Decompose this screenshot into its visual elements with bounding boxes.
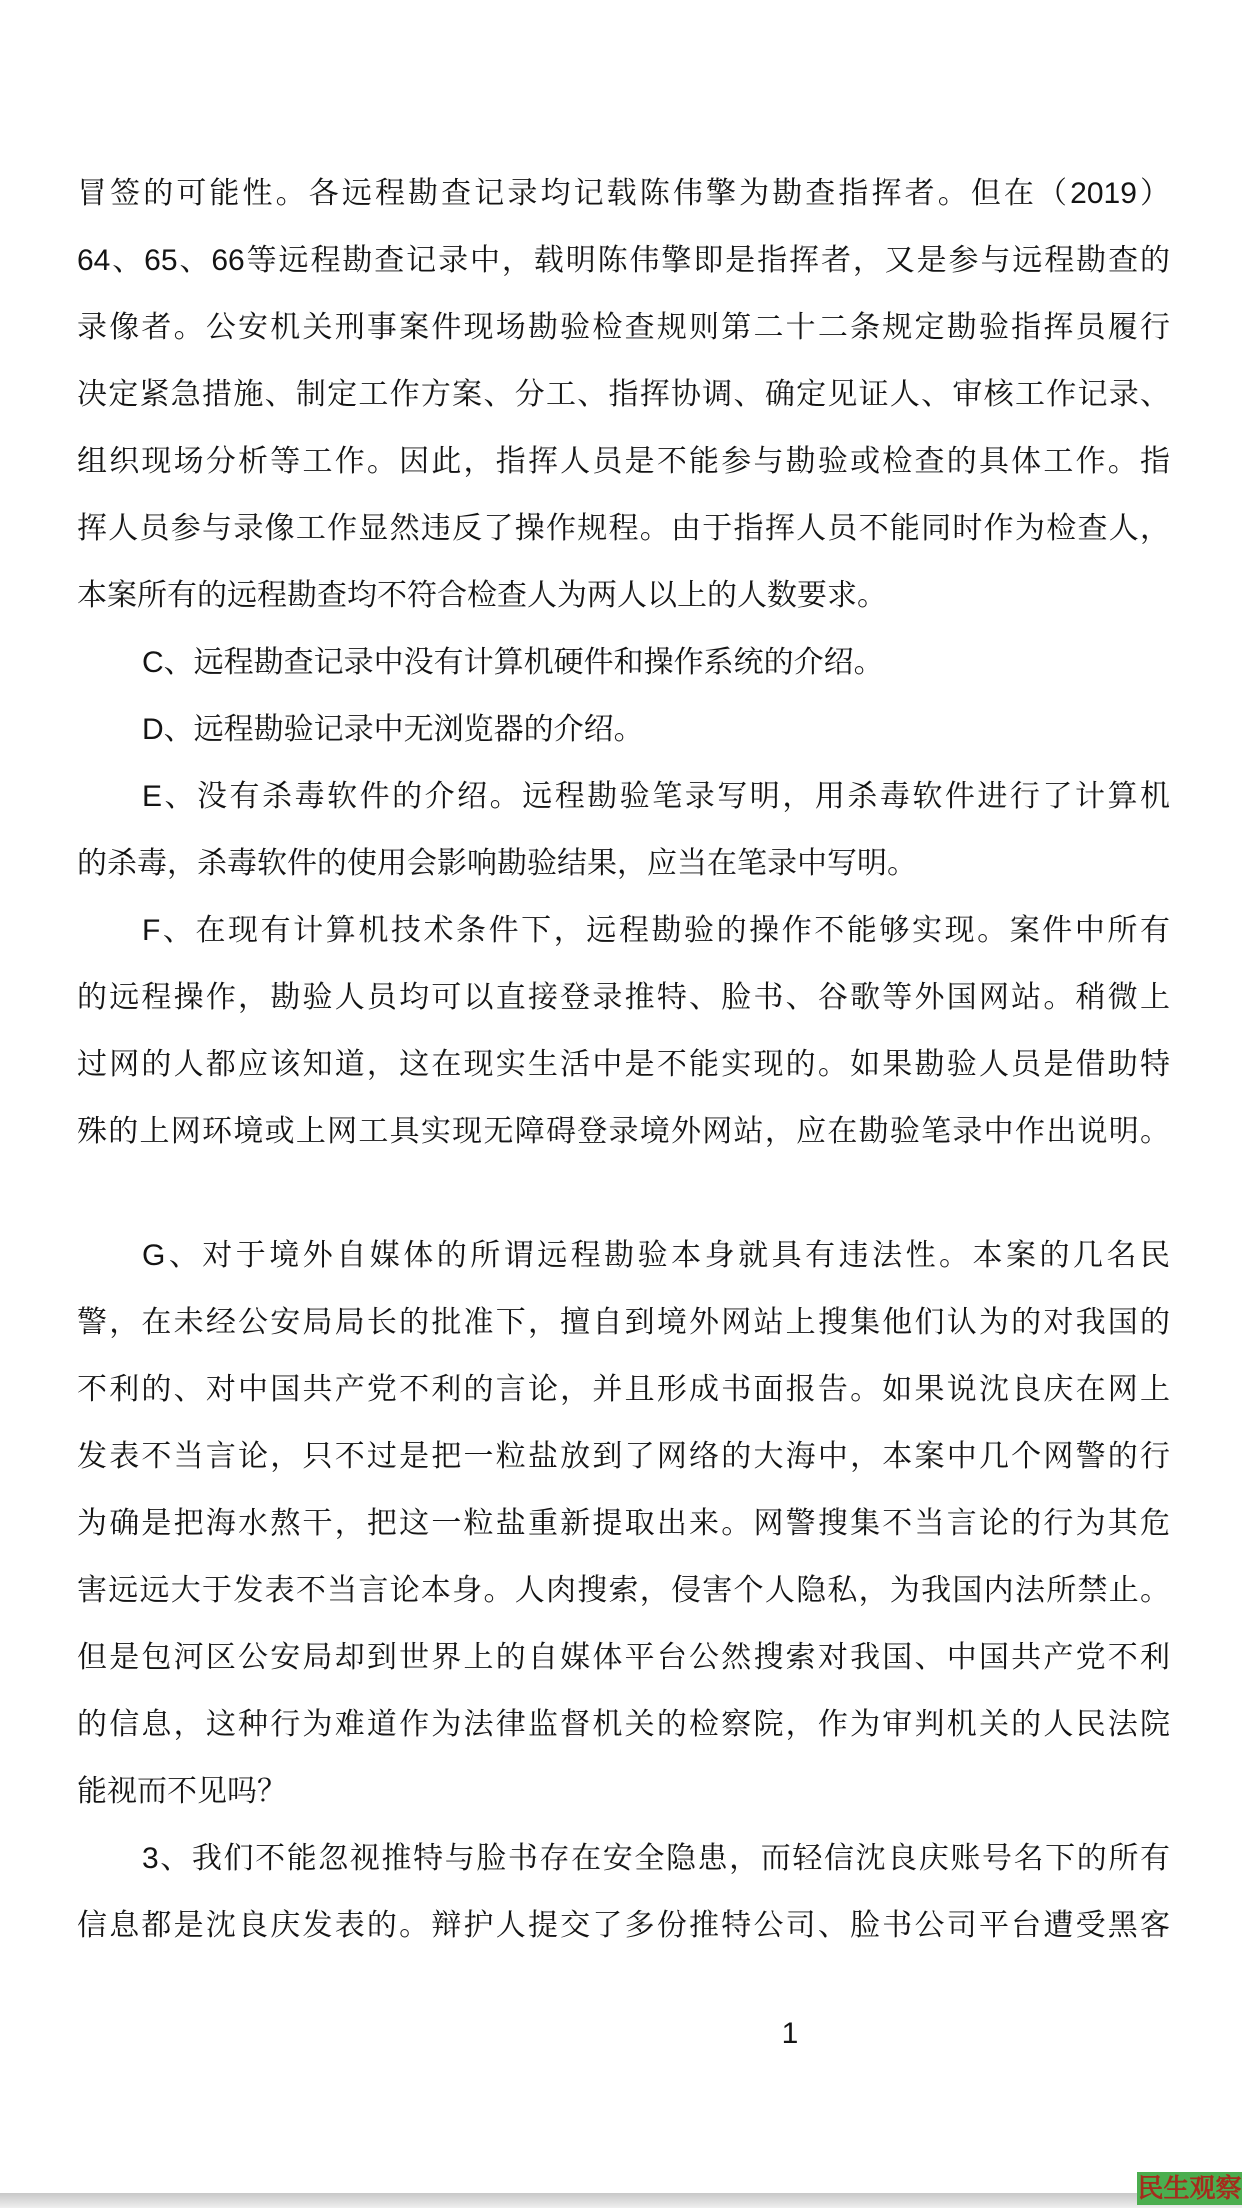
text-line: 64、65、66等远程勘查记录中，载明陈伟擎即是指挥者，又是参与远程勘查的 (77, 244, 1170, 277)
text-line: 为确是把海水熬干，把这一粒盐重新提取出来。网警搜集不当言论的行为其危 (77, 1507, 1170, 1540)
text-line: 组织现场分析等工作。因此，指挥人员是不能参与勘验或检查的具体工作。指 (77, 445, 1170, 478)
text-line: 不利的、对中国共产党不利的言论，并且形成书面报告。如果说沈良庆在网上 (77, 1373, 1170, 1406)
text-line: 害远远大于发表不当言论本身。人肉搜索，侵害个人隐私，为我国内法所禁止。 (77, 1574, 1170, 1607)
text-line: 过网的人都应该知道，这在现实生活中是不能实现的。如果勘验人员是借助特 (77, 1048, 1170, 1081)
text-line: 发表不当言论，只不过是把一粒盐放到了网络的大海中，本案中几个网警的行 (77, 1440, 1170, 1473)
text-line: 殊的上网环境或上网工具实现无障碍登录境外网站，应在勘验笔录中作出说明。 (77, 1115, 1170, 1148)
text-line: 的信息，这种行为难道作为法律监督机关的检察院，作为审判机关的人民法院 (77, 1708, 1170, 1741)
text-line: 冒签的可能性。各远程勘查记录均记载陈伟擎为勘查指挥者。但在（2019） (77, 177, 1170, 210)
text-line: 决定紧急措施、制定工作方案、分工、指挥协调、确定见证人、审核工作记录、 (77, 378, 1170, 411)
text-line: 录像者。公安机关刑事案件现场勘验检查规则第二十二条规定勘验指挥员履行 (77, 311, 1170, 344)
blank-line (77, 1165, 1170, 1222)
document-body (77, 160, 1170, 1959)
text-line: 能视而不见吗？ (77, 1775, 287, 1808)
text-line: 本案所有的远程勘查均不符合检查人为两人以上的人数要求。 (77, 579, 887, 612)
bottom-bar (0, 2193, 1242, 2208)
text-line: G、对于境外自媒体的所谓远程勘验本身就具有违法性。本案的几名民 (142, 1239, 1170, 1272)
page-number: 1 (781, 2017, 799, 2050)
text-line: 的远程操作，勘验人员均可以直接登录推特、脸书、谷歌等外国网站。稍微上 (77, 981, 1170, 1014)
text-line: 但是包河区公安局却到世界上的自媒体平台公然搜索对我国、中国共产党不利 (77, 1641, 1170, 1674)
watermark-badge: 民生观察 (1137, 2174, 1242, 2203)
text-line: F、在现有计算机技术条件下，远程勘验的操作不能够实现。案件中所有 (142, 914, 1170, 947)
text-line: 挥人员参与录像工作显然违反了操作规程。由于指挥人员不能同时作为检查人， (77, 512, 1170, 545)
text-line: C、远程勘查记录中没有计算机硬件和操作系统的介绍。 (142, 646, 884, 679)
text-line: 警，在未经公安局局长的批准下，擅自到境外网站上搜集他们认为的对我国的 (77, 1306, 1170, 1339)
text-line: 的杀毒，杀毒软件的使用会影响勘验结果，应当在笔录中写明。 (77, 847, 917, 880)
text-line: E、没有杀毒软件的介绍。远程勘验笔录写明，用杀毒软件进行了计算机 (142, 780, 1170, 813)
text-line: 3、我们不能忽视推特与脸书存在安全隐患，而轻信沈良庆账号名下的所有 (142, 1842, 1170, 1875)
text-line: D、远程勘验记录中无浏览器的介绍。 (142, 713, 644, 746)
text-line: 信息都是沈良庆发表的。辩护人提交了多份推特公司、脸书公司平台遭受黑客 (77, 1909, 1170, 1942)
